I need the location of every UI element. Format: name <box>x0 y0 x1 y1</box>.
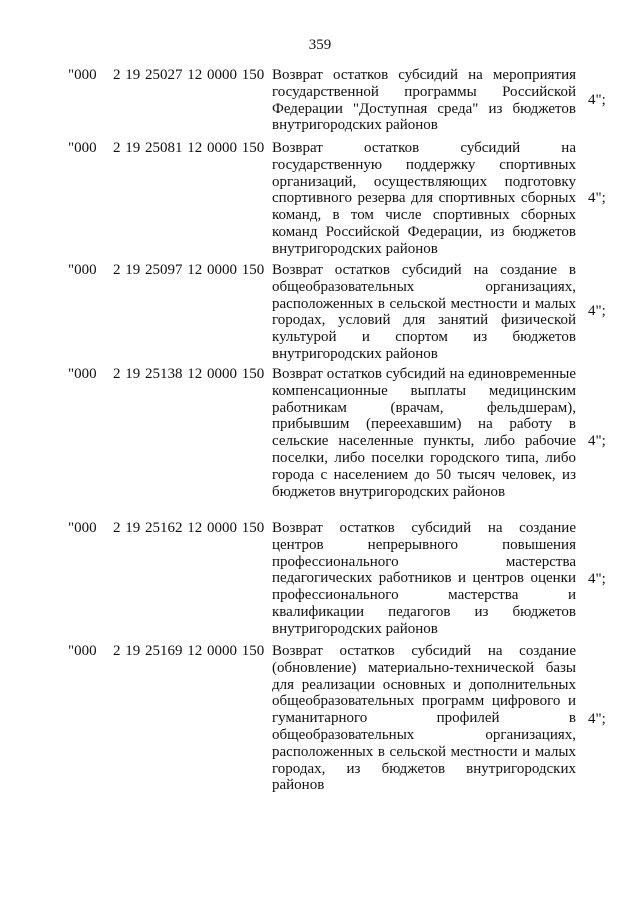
page-number: 359 <box>308 37 332 53</box>
budget-classification-code: 2 19 25138 12 0000 150 <box>113 366 265 382</box>
row-description: Возврат остатков субсидий на создание центров непрерывного повышения профессионального мастерства педагогических работников и центров оценки профессионального мастерства и квалификации педагогов из бюджетов внутригородских районов <box>272 520 576 637</box>
row-description: Возврат остатков субсидий на государственную поддержку спортивных организаций, осуществляющих подготовку спортивного резерва для спортивных сборных команд, в том числе спортивных сборных команд Российской Федерации, из бюджетов внутригородских районов <box>272 140 576 257</box>
row-suffix: 4"; <box>588 303 606 319</box>
row-suffix: 4"; <box>588 190 606 206</box>
row-description: Возврат остатков субсидий на мероприятия государственной программы Российской Федерации "Доступная среда" из бюджетов внутригородских районов <box>272 67 576 134</box>
row-prefix: "000 <box>68 366 97 382</box>
row-description: Возврат остатков субсидий на единовременные компенсационные выплаты медицинским работникам (врачам, фельдшерам), прибывшим (переехавшим) на работу в сельские населенные пункты, либо рабочие поселки, либо поселки городского типа, либо города с населением до 50 тысяч человек, из бюджетов внутригородских районов <box>272 366 576 500</box>
row-prefix: "000 <box>68 262 97 278</box>
budget-classification-code: 2 19 25097 12 0000 150 <box>113 262 265 278</box>
row-prefix: "000 <box>68 140 97 156</box>
budget-classification-code: 2 19 25081 12 0000 150 <box>113 140 265 156</box>
row-suffix: 4"; <box>588 433 606 449</box>
budget-classification-code: 2 19 25027 12 0000 150 <box>113 67 265 83</box>
row-suffix: 4"; <box>588 571 606 587</box>
row-description: Возврат остатков субсидий на создание (обновление) материально-технической базы для реализации основных и дополнительных общеобразовательных программ цифрового и гуманитарного профилей в общеобразовательных организациях, расположенных в сельской местности и малых городах, из бюджетов внутригородских районов <box>272 643 576 794</box>
row-suffix: 4"; <box>588 92 606 108</box>
budget-classification-code: 2 19 25169 12 0000 150 <box>113 643 265 659</box>
row-suffix: 4"; <box>588 711 606 727</box>
row-prefix: "000 <box>68 67 97 83</box>
row-prefix: "000 <box>68 643 97 659</box>
row-prefix: "000 <box>68 520 97 536</box>
row-description: Возврат остатков субсидий на создание в общеобразовательных организациях, расположенных в сельской местности и малых городах, условий для занятий физической культурой и спортом из бюджетов внутригородских районов <box>272 262 576 362</box>
budget-classification-code: 2 19 25162 12 0000 150 <box>113 520 265 536</box>
